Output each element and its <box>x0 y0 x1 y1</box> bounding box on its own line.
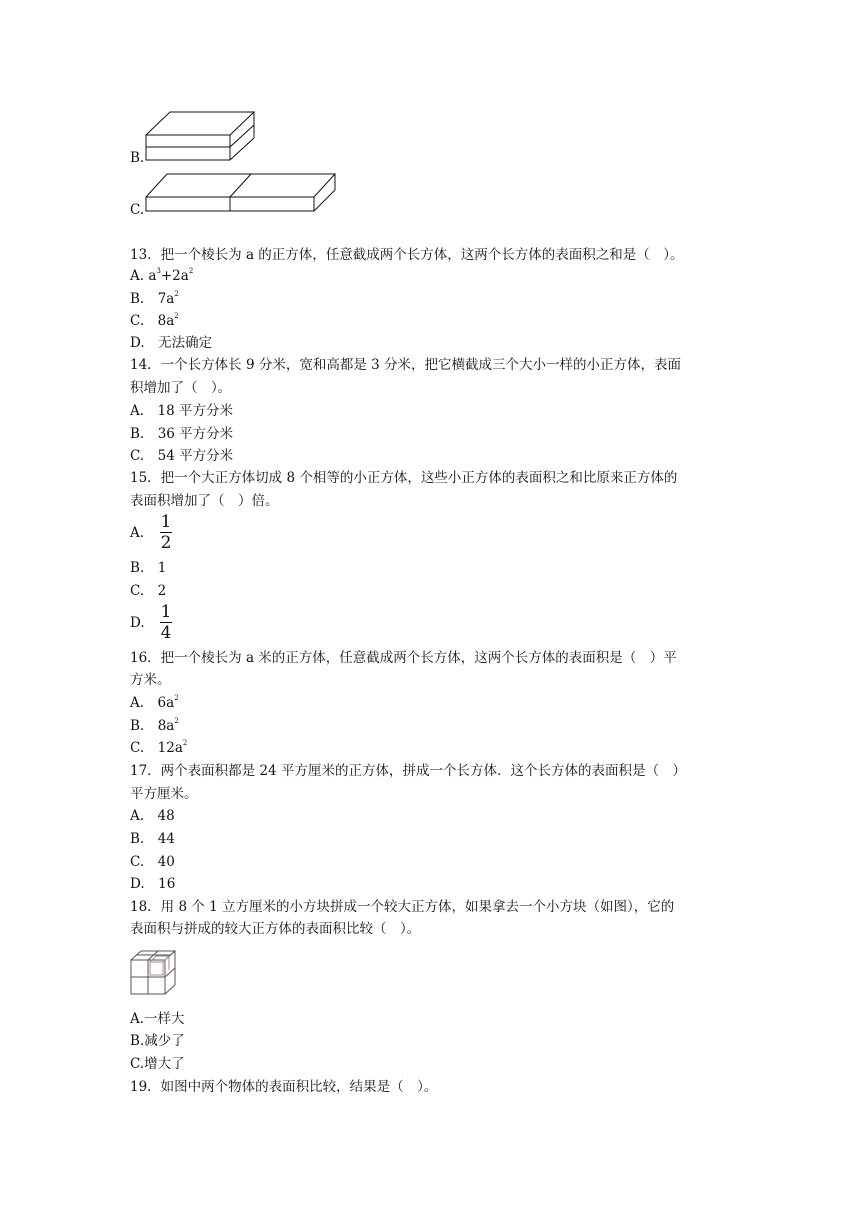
q13-a-prefix: A. a <box>130 268 157 284</box>
q18-stem-line1: 18．用 8 个 1 立方厘米的小方块拼成一个较大正方体，如果拿去一个小方块（如图），它的 <box>130 899 675 915</box>
q14-stem-line1: 14．一个长方体长 9 分米，宽和高都是 3 分米，把它横截成三个大小一样的小正方体，表面 <box>130 357 682 373</box>
q13-b-exp: 2 <box>174 290 179 298</box>
q13-a-exp1: 3 <box>156 267 161 275</box>
q15-option-a-label[interactable]: A. <box>130 525 145 541</box>
q13-stem: 13．把一个棱长为 a 的正方体，任意截成两个长方体，这两个长方体的表面积之和是（ ）。 <box>130 247 684 263</box>
q18-option-a[interactable]: A.一样大 <box>130 1011 185 1027</box>
q13-a-mid: +2a <box>160 268 189 284</box>
q15-a-numerator: 1 <box>160 512 172 532</box>
figure-c-label: C. <box>130 202 145 218</box>
q18-stem-line2: 表面积与拼成的较大正方体的表面积比较（ ）。 <box>130 921 421 937</box>
q13-option-d[interactable]: D. 无法确定 <box>130 335 213 351</box>
q16-stem-line2: 方米。 <box>130 672 171 688</box>
q16-c-prefix: C. 12a <box>130 740 183 756</box>
q17-option-c[interactable]: C. 40 <box>130 854 175 870</box>
q15-d-numerator: 1 <box>160 602 172 622</box>
q16-b-prefix: B. 8a <box>130 718 175 734</box>
q15-d-denominator: 4 <box>160 623 172 643</box>
q15-a-denominator: 2 <box>160 533 172 553</box>
q17-stem-line2: 平方厘米。 <box>130 786 198 802</box>
q15-stem-line2: 表面积增加了（ ）倍。 <box>130 493 279 509</box>
q13-a-exp2: 2 <box>188 267 194 275</box>
q17-stem-line1: 17．两个表面积都是 24 平方厘米的正方体，拼成一个长方体．这个长方体的表面积是（ ） <box>130 763 686 779</box>
q14-option-b[interactable]: B. 36 平方分米 <box>130 426 234 442</box>
q15-option-c[interactable]: C. 2 <box>130 583 167 599</box>
figure-b-label: B. <box>130 150 145 166</box>
q18-option-b[interactable]: B.减少了 <box>130 1033 185 1049</box>
q17-option-a[interactable]: A. 48 <box>130 808 175 824</box>
q15-option-d-label[interactable]: D. <box>130 615 145 631</box>
q17-option-d[interactable]: D. 16 <box>130 876 176 892</box>
q16-c-exp: 2 <box>182 739 188 747</box>
q13-b-prefix: B. 7a <box>130 291 175 307</box>
q13-c-prefix: C. 8a <box>130 313 175 329</box>
q14-option-a[interactable]: A. 18 平方分米 <box>130 403 234 419</box>
q17-option-b[interactable]: B. 44 <box>130 831 175 847</box>
q14-option-c[interactable]: C. 54 平方分米 <box>130 448 234 464</box>
q15-stem-line1: 15．把一个大正方体切成 8 个相等的小正方体，这些小正方体的表面积之和比原来正方体的 <box>130 470 678 486</box>
q13-c-exp: 2 <box>174 312 179 320</box>
q16-a-prefix: A. 6a <box>130 695 175 711</box>
q14-stem-line2: 积增加了（ ）。 <box>130 380 232 396</box>
q16-stem-line1: 16．把一个棱长为 a 米的正方体，任意截成两个长方体，这两个长方体的表面积是（ ）平 <box>130 650 677 666</box>
q15-option-b[interactable]: B. 1 <box>130 560 167 576</box>
q18-option-c[interactable]: C.增大了 <box>130 1056 185 1072</box>
q16-b-exp: 2 <box>174 717 179 725</box>
q19-stem: 19．如图中两个物体的表面积比较，结果是（ ）。 <box>130 1079 438 1095</box>
q16-a-exp: 2 <box>174 694 179 702</box>
